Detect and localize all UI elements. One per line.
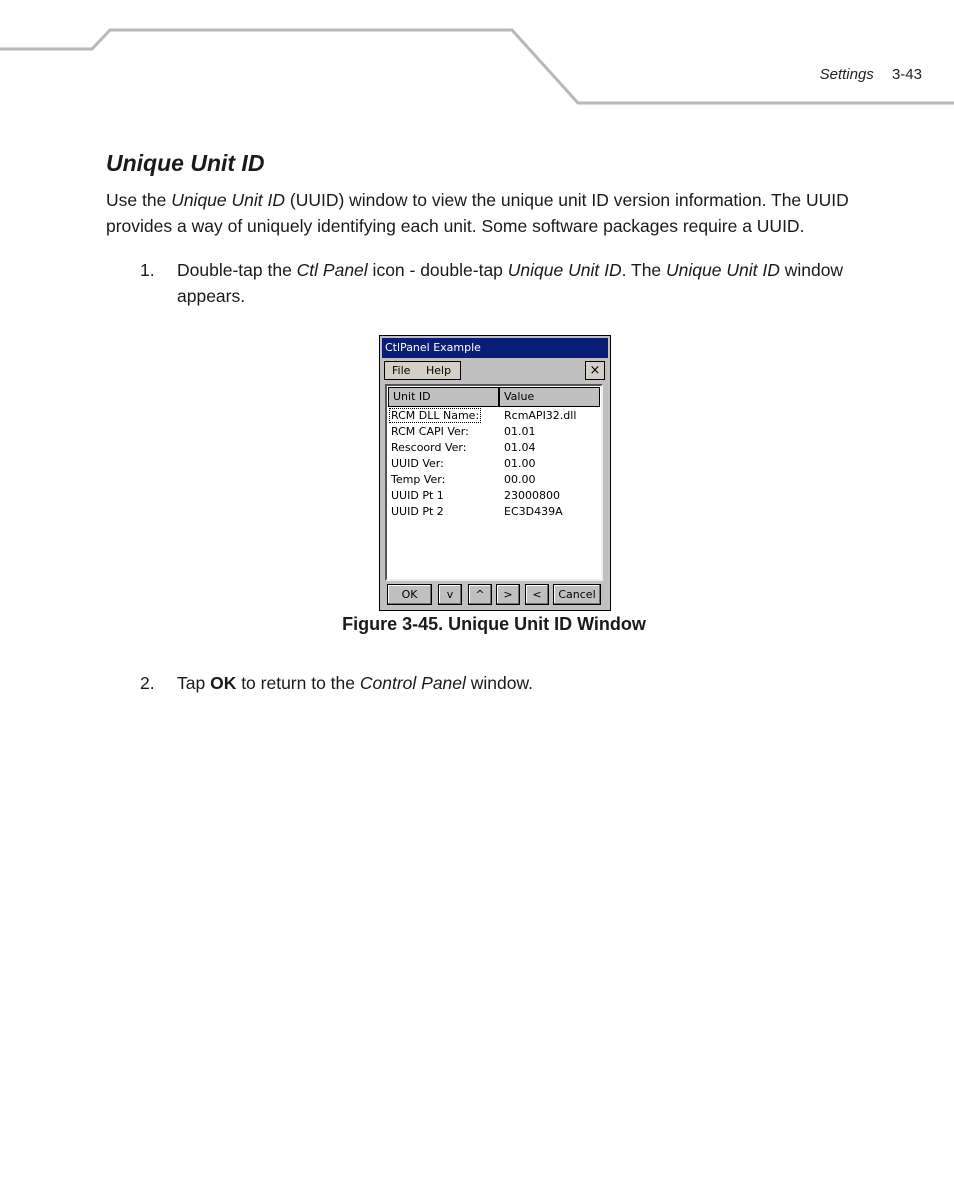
scroll-up-button[interactable]: ^ [468,584,492,605]
previous-button[interactable]: < [525,584,549,605]
section-title: Unique Unit ID [106,150,265,176]
unique-unit-id-window [379,335,611,611]
step-2 [140,670,870,696]
menu-help[interactable]: Help [426,364,452,377]
button-bar [385,584,603,606]
list-row[interactable]: UUID Pt 1 23000800 [391,489,560,502]
list-header [388,387,600,407]
scroll-down-button[interactable]: v [438,584,462,605]
list-row[interactable]: UUID Ver: 01.00 [391,457,536,470]
list-row[interactable]: RCM DLL Name: RcmAPI32.dll [391,409,577,422]
header-rule [0,0,954,110]
close-button[interactable]: × [585,361,605,380]
page-number: 3-43 [891,66,922,83]
step-text: Tap OK to return to the Control Panel window. [177,673,534,693]
step-number: 2. [140,673,155,693]
list-row[interactable]: Rescoord Ver: 01.04 [391,441,536,454]
column-header-unit-id[interactable]: Unit ID [388,387,499,407]
menu-bar [384,361,605,380]
list-row[interactable]: UUID Pt 2 EC3D439A [391,505,563,518]
window-title-bar: CtlPanel Example [382,338,608,358]
step-text: Double-tap the Ctl Panel icon - double-tap Unique Unit ID. The Unique Unit ID window appears. [177,260,844,306]
column-header-value[interactable]: Value [499,387,600,407]
list-row[interactable]: RCM CAPI Ver: 01.01 [391,425,536,438]
step-1 [140,257,870,309]
running-head [820,66,922,83]
intro-paragraph: Use the Unique Unit ID (UUID) window to view the unique unit ID version information. The UUID provides a way of uniquely identifying each unit. Some software packages require a UUID. [106,190,849,236]
figure-caption: Figure 3-45. Unique Unit ID Window [342,614,646,634]
menu-box [384,361,461,380]
running-head-section: Settings [819,66,874,83]
next-button[interactable]: > [496,584,520,605]
cancel-button[interactable]: Cancel [553,584,601,605]
list-row[interactable]: Temp Ver: 00.00 [391,473,536,486]
step-number: 1. [140,260,155,280]
ok-button[interactable]: OK [387,584,432,605]
unit-id-list[interactable] [385,384,603,581]
menu-file[interactable]: File [392,364,411,377]
